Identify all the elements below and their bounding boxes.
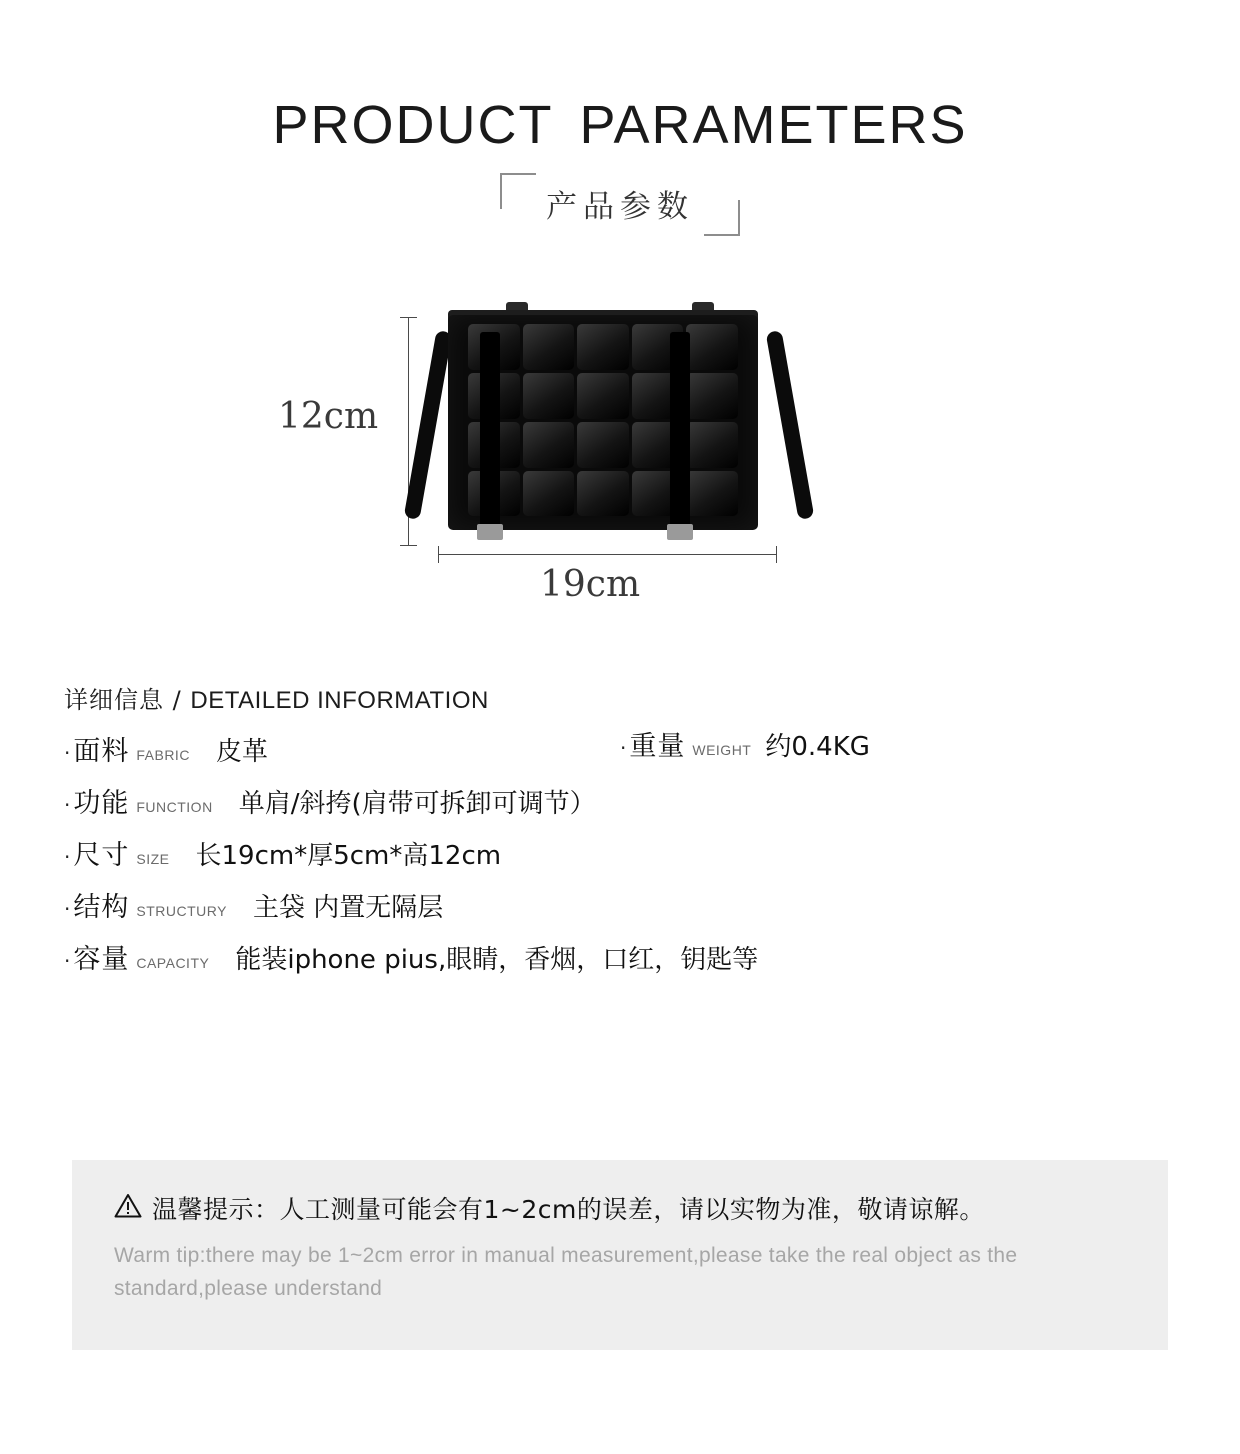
product-image-section (0, 302, 1240, 632)
spec-row-function (64, 781, 1240, 820)
spec-value: 皮革 (215, 737, 268, 768)
page-subtitle: 产品参数 (546, 189, 694, 226)
spec-label-cn: 容量 (73, 944, 130, 976)
spec-label-en: WEIGHT (692, 742, 752, 759)
bullet-icon: · (620, 736, 627, 761)
quilt-cell (686, 373, 738, 419)
subtitle-wrapper (500, 181, 740, 226)
spec-label-en: FABRIC (136, 747, 190, 764)
warm-tip-panel (72, 1160, 1168, 1350)
bullet-icon: · (64, 897, 71, 922)
bullet-icon: · (64, 949, 71, 974)
dimension-height-cap-top (400, 317, 417, 318)
quilt-cell (577, 471, 629, 517)
spec-label-en: CAPACITY (136, 955, 210, 972)
quilt-cell (577, 422, 629, 468)
spec-label-en: FUNCTION (136, 799, 213, 816)
spec-row-capacity (64, 937, 1240, 976)
spec-value: 长19cm*厚5cm*高12cm (195, 841, 502, 872)
quilt-cell (686, 324, 738, 370)
bag-metal-band-left (477, 524, 503, 540)
bracket-left-decoration (500, 173, 536, 209)
bullet-icon: · (64, 793, 71, 818)
spec-label-en: STRUCTURY (136, 903, 227, 920)
product-bag-illustration (420, 302, 820, 552)
bag-front-strap-left (480, 332, 500, 528)
dimension-width-cap-left (438, 546, 439, 563)
bag-metal-band-right (667, 524, 693, 540)
quilt-cell (523, 373, 575, 419)
page-title: PRODUCT PARAMETERS (272, 95, 968, 155)
details-heading-cn: 详细信息 / (64, 686, 182, 715)
warm-tip-cn-text: 温馨提示：人工测量可能会有1~2cm的误差，请以实物为准，敬请谅解。 (152, 1195, 985, 1224)
details-heading-en: DETAILED INFORMATION (190, 687, 489, 715)
bullet-icon: · (64, 845, 71, 870)
spec-label-en: SIZE (136, 851, 170, 868)
spec-row-weight (620, 724, 870, 763)
page-header (0, 0, 1240, 226)
spec-label-cn: 结构 (73, 892, 130, 924)
detailed-information-section (0, 680, 1240, 976)
quilt-cell (577, 373, 629, 419)
dimension-width-cap-right (776, 546, 777, 563)
spec-row-size (64, 833, 1240, 872)
spec-row-structure (64, 885, 1240, 924)
bag-shoulder-strap-right (766, 330, 815, 520)
quilt-cell (686, 471, 738, 517)
bullet-icon: · (64, 741, 71, 766)
spec-label-cn: 面料 (73, 736, 130, 768)
bracket-right-decoration (704, 200, 740, 236)
warm-tip-content (72, 1160, 1168, 1305)
dimension-width-line (438, 554, 776, 555)
quilt-cell (523, 471, 575, 517)
dimension-width-label: 19cm (540, 564, 641, 606)
bag-shoulder-strap-left (404, 330, 453, 520)
spec-label-cn: 尺寸 (73, 840, 130, 872)
spec-label-cn: 重量 (629, 731, 686, 763)
details-heading (64, 680, 1240, 715)
spec-value: 约0.4KG (765, 732, 870, 763)
warm-tip-en-text: Warm tip:there may be 1~2cm error in manual measurement,please take the real object as the standard,please understand (114, 1244, 1018, 1300)
spec-label-cn: 功能 (73, 788, 130, 820)
quilt-cell (523, 324, 575, 370)
quilt-cell (523, 422, 575, 468)
quilt-cell (577, 324, 629, 370)
bag-front-strap-right (670, 332, 690, 528)
spec-value: 能装iphone pius,眼睛，香烟，口红，钥匙等 (235, 945, 759, 976)
warm-tip-cn-row (114, 1190, 1134, 1226)
warning-triangle-icon (114, 1193, 142, 1224)
bag-quilted-panel (468, 324, 738, 516)
dimension-height-cap-bottom (400, 545, 417, 546)
quilt-cell (686, 422, 738, 468)
dimension-height-label: 12cm (278, 396, 379, 438)
spec-value: 主袋 内置无隔层 (252, 893, 444, 924)
spec-value: 单肩/斜挎(肩带可拆卸可调节） (238, 789, 596, 820)
